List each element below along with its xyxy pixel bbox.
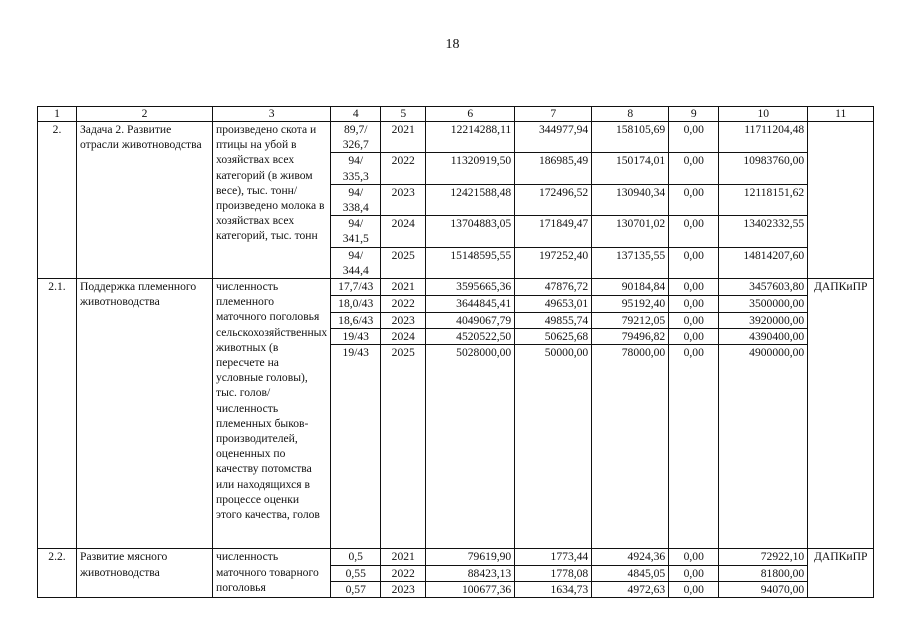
extrabudgetary-funds: 81800,00 [719,565,808,581]
federal-budget: 186985,49 [515,153,592,184]
total-amount: 88423,13 [426,565,515,581]
extrabudgetary-funds: 3920000,00 [719,313,808,329]
indicator-value: 0,5 [331,549,381,565]
page-number: 18 [445,37,460,52]
column-number: 6 [426,107,515,122]
total-amount: 5028000,00 [426,345,515,549]
extrabudgetary-funds: 10983760,00 [719,153,808,184]
extrabudgetary-funds: 4900000,00 [719,345,808,549]
local-budget: 0,00 [669,313,719,329]
column-number-row [38,107,874,122]
regional-budget: 4972,63 [592,581,669,597]
indicator-text: численность племенного маточного поголовья сельскохозяйственных животных (в пересчете на условные головы), тыс. голов/ численность племенных быков-производителей, оцененных по качеству потомства или находящихся в процессе оценки этого качества, голов [213,279,331,549]
extrabudgetary-funds: 3500000,00 [719,296,808,313]
federal-budget: 1634,73 [515,581,592,597]
total-amount: 79619,90 [426,549,515,565]
column-number: 4 [331,107,381,122]
federal-budget: 50625,68 [515,329,592,345]
indicator-text: произведено скота и птицы на убой в хозяйствах всех категорий (в живом весе), тыс. тонн/ произведено молока в хозяйствах всех категорий, тыс. тонн [213,122,331,279]
year: 2022 [381,153,426,184]
total-amount: 11320919,50 [426,153,515,184]
indicator-value: 19/43 [331,345,381,549]
federal-budget: 344977,94 [515,122,592,153]
year: 2025 [381,247,426,278]
federal-budget: 171849,47 [515,216,592,247]
regional-budget: 4845,05 [592,565,669,581]
indicator-value: 0,57 [331,581,381,597]
local-budget: 0,00 [669,279,719,296]
column-number: 10 [719,107,808,122]
extrabudgetary-funds: 12118151,62 [719,184,808,215]
regional-budget: 150174,01 [592,153,669,184]
column-number: 5 [381,107,426,122]
indicator-value: 89,7/ 326,7 [331,122,381,153]
regional-budget: 130701,02 [592,216,669,247]
local-budget: 0,00 [669,122,719,153]
row-number: 2.1. [38,279,77,549]
row-number: 2. [38,122,77,279]
column-number: 9 [669,107,719,122]
year: 2023 [381,581,426,597]
total-amount: 3595665,36 [426,279,515,296]
measure-name: Задача 2. Развитие отрасли животноводства [77,122,213,279]
federal-budget: 1778,08 [515,565,592,581]
total-amount: 100677,36 [426,581,515,597]
indicator-text: численность маточного товарного поголовья [213,549,331,598]
indicator-value: 17,7/43 [331,279,381,296]
year: 2021 [381,279,426,296]
indicator-value: 94/ 338,4 [331,184,381,215]
column-number: 3 [213,107,331,122]
federal-budget: 172496,52 [515,184,592,215]
indicator-value: 19/43 [331,329,381,345]
year: 2021 [381,549,426,565]
local-budget: 0,00 [669,153,719,184]
extrabudgetary-funds: 13402332,55 [719,216,808,247]
table-row [38,279,874,296]
local-budget: 0,00 [669,296,719,313]
year: 2024 [381,329,426,345]
total-amount: 4049067,79 [426,313,515,329]
indicator-value: 0,55 [331,565,381,581]
extrabudgetary-funds: 72922,10 [719,549,808,565]
local-budget: 0,00 [669,329,719,345]
extrabudgetary-funds: 14814207,60 [719,247,808,278]
year: 2025 [381,345,426,549]
total-amount: 13704883,05 [426,216,515,247]
column-number: 2 [77,107,213,122]
table-row [38,549,874,565]
regional-budget: 137135,55 [592,247,669,278]
extrabudgetary-funds: 11711204,48 [719,122,808,153]
extrabudgetary-funds: 3457603,80 [719,279,808,296]
regional-budget: 90184,84 [592,279,669,296]
year: 2022 [381,565,426,581]
local-budget: 0,00 [669,581,719,597]
executor: ДАПКиПР [808,279,874,549]
year: 2024 [381,216,426,247]
extrabudgetary-funds: 94070,00 [719,581,808,597]
table-row [38,122,874,153]
regional-budget: 79496,82 [592,329,669,345]
regional-budget: 158105,69 [592,122,669,153]
total-amount: 12214288,11 [426,122,515,153]
regional-budget: 95192,40 [592,296,669,313]
year: 2023 [381,313,426,329]
local-budget: 0,00 [669,216,719,247]
year: 2021 [381,122,426,153]
indicator-value: 18,0/43 [331,296,381,313]
regional-budget: 78000,00 [592,345,669,549]
indicator-value: 94/ 341,5 [331,216,381,247]
year: 2023 [381,184,426,215]
regional-budget: 130940,34 [592,184,669,215]
federal-budget: 47876,72 [515,279,592,296]
measure-name: Развитие мясного животноводства [77,549,213,598]
local-budget: 0,00 [669,565,719,581]
executor: ДАПКиПР [808,549,874,598]
executor [808,122,874,279]
program-table [37,106,874,598]
federal-budget: 50000,00 [515,345,592,549]
column-number: 1 [38,107,77,122]
local-budget: 0,00 [669,184,719,215]
indicator-value: 94/ 344,4 [331,247,381,278]
indicator-value: 18,6/43 [331,313,381,329]
local-budget: 0,00 [669,345,719,549]
regional-budget: 79212,05 [592,313,669,329]
total-amount: 15148595,55 [426,247,515,278]
extrabudgetary-funds: 4390400,00 [719,329,808,345]
federal-budget: 49855,74 [515,313,592,329]
measure-name: Поддержка племенного животноводства [77,279,213,549]
regional-budget: 4924,36 [592,549,669,565]
column-number: 8 [592,107,669,122]
column-number: 7 [515,107,592,122]
indicator-value: 94/ 335,3 [331,153,381,184]
column-number: 11 [808,107,874,122]
total-amount: 3644845,41 [426,296,515,313]
local-budget: 0,00 [669,247,719,278]
federal-budget: 197252,40 [515,247,592,278]
row-number: 2.2. [38,549,77,598]
federal-budget: 49653,01 [515,296,592,313]
total-amount: 4520522,50 [426,329,515,345]
total-amount: 12421588,48 [426,184,515,215]
federal-budget: 1773,44 [515,549,592,565]
year: 2022 [381,296,426,313]
local-budget: 0,00 [669,549,719,565]
